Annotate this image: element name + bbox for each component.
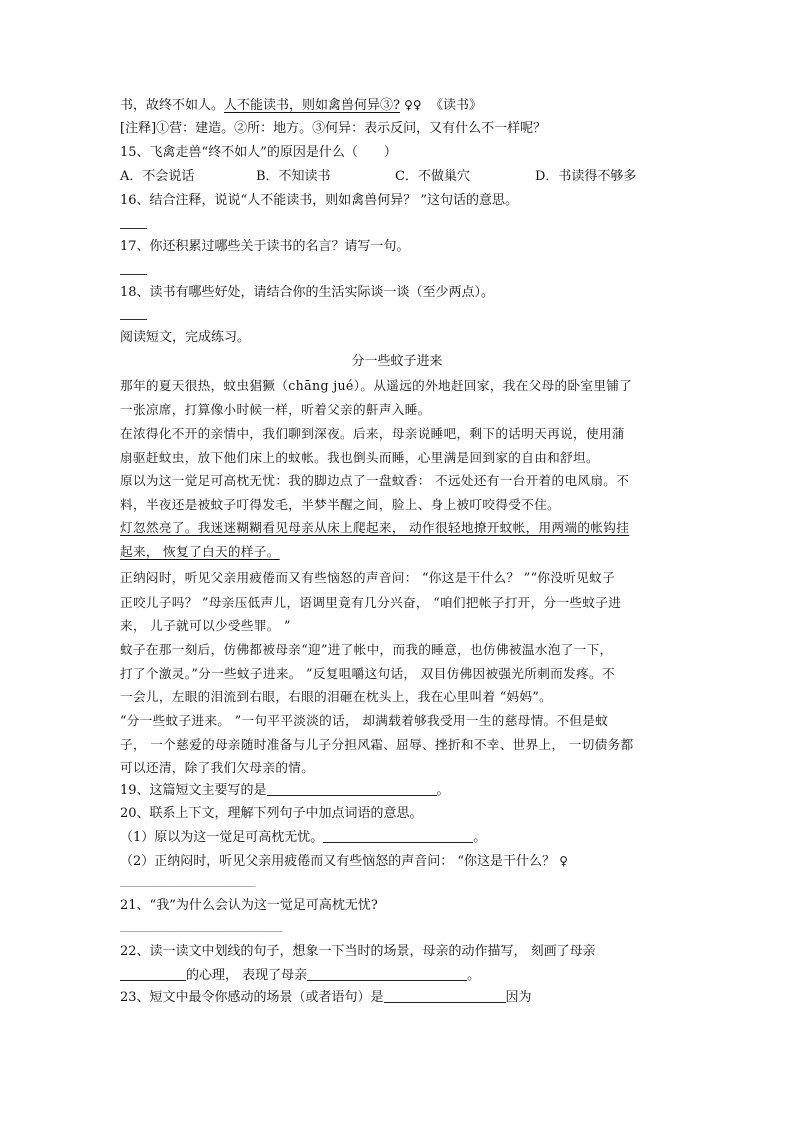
q20-sub-1-end: 。 — [473, 830, 487, 845]
passage-line: 原以为这一觉足可高枕无忧：我的脚边点了一盘蚊香： 不远处还有一台开着的电风扇。不 — [120, 473, 630, 488]
q20-sub-2 — [120, 852, 568, 871]
q22-end: 。 — [467, 968, 481, 983]
passage-line: 打了个激灵。”分一些蚊子进来。 ”反复咀嚼这句话， 双目仿佛因被强光所刺而发疼。不 — [120, 666, 615, 681]
q19-answer-blank[interactable] — [267, 782, 437, 796]
q18-answer-line[interactable] — [120, 319, 147, 320]
passage-line: 一张凉席，打算像小时候一样，听着父亲的鼾声入睡。 — [120, 402, 431, 417]
passage-line: “分一些蚊子进来。 ”一句平平淡淡的话， 却满载着够我受用一生的慈母情。不但是蚊 — [120, 713, 609, 728]
question-17: 17、你还积累过哪些关于读书的名言？请写一句。 — [120, 239, 410, 254]
q15-option-c[interactable]: C．不做巢穴 — [395, 169, 470, 184]
question-19 — [120, 782, 450, 800]
question-20: 20、联系上下文，理解下列句子中加点词语的意思。 — [120, 806, 423, 821]
decorative-mark: ♀ — [559, 854, 568, 868]
q19-end: 。 — [436, 783, 450, 798]
passage-line: 可以还清，除了我们欠母亲的情。 — [120, 760, 315, 775]
excerpt-source: 《读书》 — [429, 98, 482, 113]
passage-line: 那年的夏天很热，蚊虫猖獗（chāng jué）。从遥远的外地赶回家，我在父母的卧室里铺了 — [120, 378, 633, 393]
q22-answer-blank-1[interactable] — [120, 967, 186, 981]
reading-instruction: 阅读短文，完成练习。 — [120, 330, 251, 345]
q20-sub-2-text: （2）正纳闷时，听见父亲用疲倦而又有些恼怒的声音问： “你这是干什么？ — [120, 854, 556, 869]
decorative-mark: ♀♀ — [404, 98, 422, 112]
q20-sub-1 — [120, 829, 486, 847]
q15-option-a[interactable]: A．不会说话 — [120, 169, 195, 184]
q15-option-b[interactable]: B．不知读书 — [256, 169, 331, 184]
question-16: 16、结合注释，说说“人不能读书，则如禽兽何异？ ”这句话的意思。 — [120, 193, 518, 208]
q15-option-d[interactable]: D．书读得不够多 — [535, 169, 637, 184]
passage-line: 在浓得化不开的亲情中，我们聊到深夜。后来，母亲说睡吧，剩下的话明天再说，使用蒲 — [120, 426, 625, 441]
passage-line: 料，半夜还是被蚊子叮得发毛，半梦半醒之间，脸上、身上被叮咬得受不住。 — [120, 497, 561, 512]
passage-line: 一会儿，左眼的泪流到右眼，右眼的泪砸在枕头上，我在心里叫着 “妈妈”。 — [120, 689, 553, 704]
question-21: 21、“我”为什么会认为这一觉足可高枕无忧? — [120, 898, 378, 913]
passage-line: 正纳闷时，听见父亲用疲倦而又有些恼怒的声音问： “你这是干什么？ ”“你没听见蚊子 — [120, 570, 616, 585]
passage-line: 蚊子在那一刻后，仿佛都被母亲“迎”进了帐中，而我的睡意，也仿佛被温水泡了一下， — [120, 642, 613, 657]
passage-line: 正咬儿子吗？ ”母亲压低声儿，语调里竟有几分兴奋， “咱们把帐子打开，分一些蚊子进 — [120, 595, 622, 610]
q22-mid-text: 的心理， 表现了母亲 — [186, 968, 308, 983]
q20-sub-1-text: （1）原以为这一觉足可高枕无忧。 — [120, 830, 324, 845]
passage-line: 扇驱赶蚊虫，放下他们床上的蚊帐。我也倒头而睡，心里满是回到家的自由和舒坦。 — [120, 450, 599, 465]
q20-sub-2-answer-line[interactable]: ______________________________ — [120, 876, 255, 887]
q20-sub-1-answer-blank[interactable] — [323, 829, 473, 843]
passage-title: 分一些蚊子进来 — [351, 354, 443, 369]
question-23 — [120, 989, 532, 1007]
question-22: 22、读一读文中划线的句子，想象一下当时的场景，母亲的动作描写， 刻画了母亲 — [120, 944, 596, 959]
passage-line: 子， 一个慈爱的母亲随时准备与儿子分担风霜、屈辱、挫折和不幸、世界上， 一切债务都 — [120, 737, 634, 752]
annotation-line: [注释]①营：建造。②所：地方。③何异：表示反问，又有什么不一样呢？ — [120, 121, 547, 136]
passage-underlined-line: 起来， 恢复了白天的样子。 — [120, 544, 280, 559]
q17-answer-line[interactable] — [120, 274, 147, 275]
q19-text: 19、这篇短文主要写的是 — [120, 783, 267, 798]
reading-excerpt-end — [120, 96, 482, 115]
q23-text: 23、短文中最令你感动的场景（或者语句）是 — [120, 990, 384, 1005]
question-15: 15、飞禽走兽“终不如人”的原因是什么（ ） — [120, 145, 397, 160]
q23-because: 因为 — [505, 990, 532, 1005]
q22-continuation — [120, 967, 480, 985]
excerpt-underlined-sentence: 人不能读书，则如禽兽何异③? — [224, 98, 400, 113]
question-18: 18、读书有哪些好处，请结合你的生活实际谈一谈（至少两点）。 — [120, 285, 495, 300]
q16-answer-line[interactable] — [120, 228, 147, 229]
q23-answer-blank[interactable] — [384, 989, 506, 1003]
q21-answer-line[interactable]: ____________________________________ — [120, 921, 282, 932]
passage-line: 来， 儿子就可以少受些罪。 ” — [120, 618, 291, 633]
q22-answer-blank-2[interactable] — [307, 967, 467, 981]
passage-underlined-line: 灯忽然亮了。我迷迷糊糊看见母亲从床上爬起来， 动作很轻地撩开蚊帐，用两端的帐钩挂 — [120, 520, 630, 535]
excerpt-text: 书，故终不如人。 — [120, 98, 225, 113]
